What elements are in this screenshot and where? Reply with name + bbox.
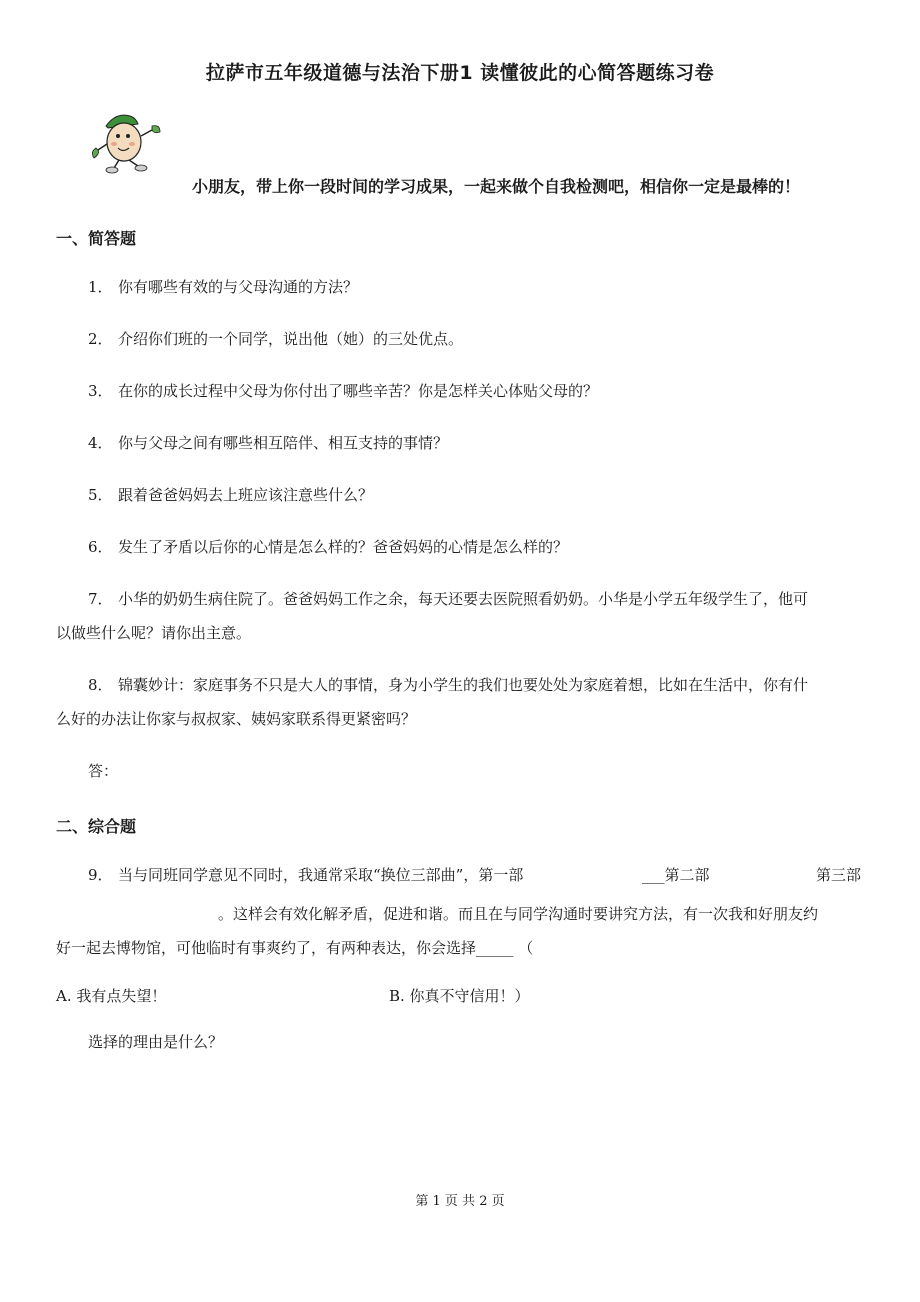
page-title: 拉萨市五年级道德与法治下册1 读懂彼此的心简答题练习卷 (205, 62, 715, 84)
question-1 (88, 277, 358, 297)
question-number: 7． (88, 590, 113, 608)
question-number: 4． (88, 434, 113, 452)
question-6 (88, 537, 568, 557)
question-text: 发生了矛盾以后你的心情是怎么样的？爸爸妈妈的心情是怎么样的？ (118, 538, 569, 556)
question-number: 9． (88, 866, 113, 884)
question-7 (88, 589, 808, 609)
question-4 (88, 433, 448, 453)
greeting-text: 小朋友，带上你一段时间的学习成果，一起来做个自我检测吧，相信你一定是最棒的！ (192, 177, 801, 196)
question-9 (88, 865, 523, 885)
question-9-part3: 第三部 (816, 866, 862, 884)
section-heading-short-answer: 一、简答题 (56, 229, 137, 248)
question-text: 你与父母之间有哪些相互陪伴、相互支持的事情？ (118, 434, 449, 452)
option-a: A. 我有点失望！ (56, 987, 167, 1005)
question-text: 当与同班同学意见不同时，我通常采取“换位三部曲”，第一部 (118, 866, 524, 884)
question-9-line3: 好一起去博物馆，可他临时有事爽约了，有两种表达，你会选择_____ （ (56, 939, 534, 957)
question-text: 在你的成长过程中父母为你付出了哪些辛苦？你是怎样关心体贴父母的？ (118, 382, 599, 400)
question-8 (88, 675, 808, 695)
question-number: 8． (88, 676, 113, 694)
option-b: B. 你真不守信用！） (389, 987, 530, 1005)
question-8-continuation: 么好的办法让你家与叔叔家、姨妈家联系得更紧密吗？ (56, 710, 417, 728)
section-heading-comprehensive: 二、综合题 (56, 817, 137, 836)
question-7-continuation: 以做些什么呢？请你出主意。 (56, 624, 252, 642)
question-number: 1． (88, 278, 113, 296)
question-5 (88, 485, 373, 505)
question-9-line2: 。这样会有效化解矛盾，促进和谐。而且在与同学沟通时要讲究方法，有一次我和好朋友约 (218, 905, 819, 923)
question-text: 你有哪些有效的与父母沟通的方法？ (118, 278, 359, 296)
question-number: 3． (88, 382, 113, 400)
question-number: 6． (88, 538, 113, 556)
question-9-part2: ___第二部 (642, 866, 710, 884)
page-footer: 第 1 页 共 2 页 (415, 1194, 505, 1209)
question-2 (88, 329, 463, 349)
answer-label: 答： (88, 762, 119, 780)
question-text: 锦囊妙计：家庭事务不只是大人的事情，身为小学生的我们也要处处为家庭着想，比如在生活中，你有什 (118, 676, 809, 694)
mascot-icon (86, 108, 172, 178)
reason-prompt: 选择的理由是什么？ (88, 1033, 224, 1051)
question-text: 介绍你们班的一个同学，说出他（她）的三处优点。 (118, 330, 464, 348)
question-text: 小华的奶奶生病住院了。爸爸妈妈工作之余，每天还要去医院照看奶奶。小华是小学五年级学生了，他可 (118, 590, 809, 608)
question-number: 5． (88, 486, 113, 504)
question-3 (88, 381, 598, 401)
question-text: 跟着爸爸妈妈去上班应该注意些什么？ (118, 486, 374, 504)
question-number: 2． (88, 330, 113, 348)
